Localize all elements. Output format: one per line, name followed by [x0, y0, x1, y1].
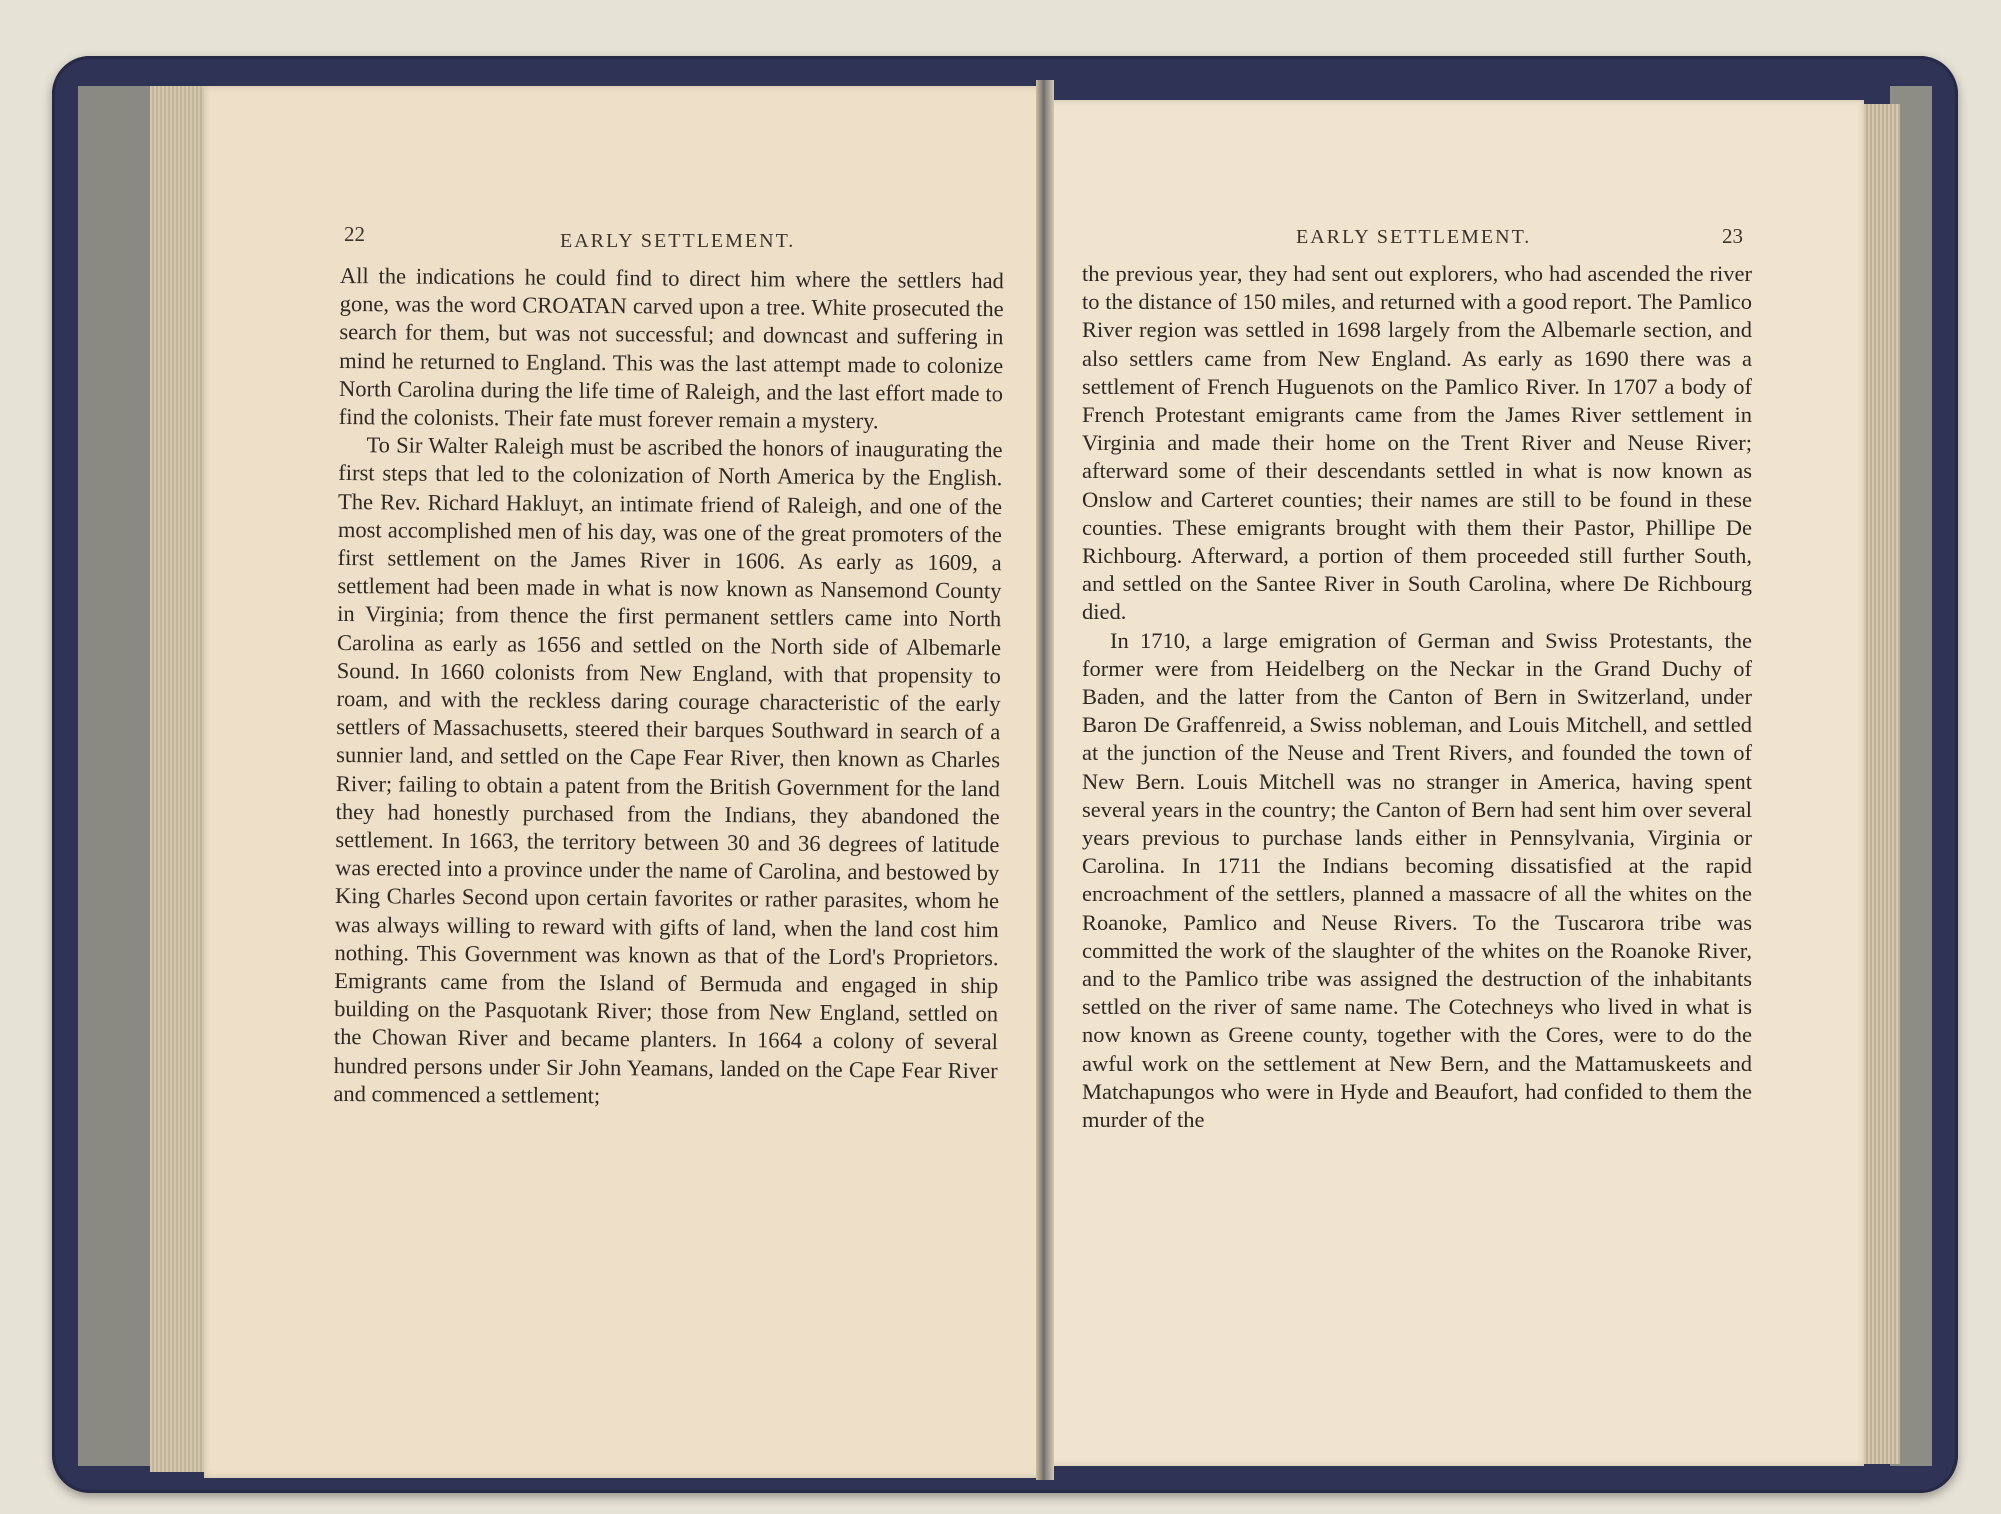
left-paragraph: To Sir Walter Raleigh must be ascribed the honors of inaugurating the first steps that led to the colonization of North America by the English. The Rev. Richard Hakluyt, an intimate friend of Raleigh, and one of the most accomplished men of his day, was one of the great promoters of the first settlement on the James River in 1606. As early as 1609, a settlement had been made in what is now known as Nansemond County in Virginia; from thence the first permanent settlers came into North Carolina as early as 1656 and settled on the North side of Albemarle Sound. In 1660 colonists from New England, with that propensity to roam, and with the reckless daring courage characteristic of the early settlers of Massachusetts, steered their barques Southward in search of a sunnier land, and settled on the Cape Fear River, then known as Charles River; failing to obtain a patent from the British Government for the land they had honestly purchased from the Indians, they abandoned the settlement. In 1663, the territory between 30 and 36 degrees of latitude was erected into a province under the name of Carolina, and bestowed by King Charles Second upon certain favorites or rather parasites, whom he was always willing to reward with gifts of land, when the land cost him nothing. This Government was known as that of the Lord's Proprietors. Emigrants came from the Island of Bermuda and engaged in ship building on the Pasquotank River; those from New England, settled on the Chowan River and became planters. In 1664 a colony of several hundred persons under Sir John Yeamans, landed on the Cape Fear River and commenced a settlement;: [333, 432, 1003, 1108]
left-running-header: EARLY SETTLEMENT.: [560, 230, 796, 252]
left-page-text: [333, 262, 1004, 1113]
book-gutter: [1036, 80, 1054, 1480]
page-stack-right: [1860, 104, 1900, 1464]
left-paragraph: All the indications he could find to direct him where the settlers had gone, was the word CROATAN carved upon a tree. White prosecuted the search for them, but was not successful; and downcast and suffering in mind he returned to England. This was the last attempt made to colonize North Carolina during the life time of Raleigh, and the last effort made to find the colonists. Their fate must forever remain a mystery.: [338, 262, 1004, 434]
right-page-text: [1082, 260, 1752, 1134]
page-stack-left: [150, 86, 210, 1472]
left-page-number: 22: [344, 222, 365, 246]
right-paragraph: In 1710, a large emigration of German and Swiss Protestants, the former were from Heidelberg on the Neckar in the Grand Duchy of Baden, and the latter from the Canton of Bern in Switzerland, under Baron De Graffenreid, a Swiss nobleman, and Louis Mitchell, and settled at the junction of the Neuse and Trent Rivers, and founded the town of New Bern. Louis Mitchell was no stranger in America, having spent several years in the country; the Canton of Bern had sent him over several years previous to purchase lands either in Pennsylvania, Virginia or Carolina. In 1711 the Indians becoming dissatisfied at the rapid encroachment of the settlers, planned a massacre of all the whites on the Roanoke, Pamlico and Neuse Rivers. To the Tuscarora tribe was committed the work of the slaughter of the whites on the Roanoke River, and to the Pamlico tribe was assigned the destruction of the inhabitants settled on the river of same name. The Cotechneys who lived in what is now known as Greene county, together with the Cores, were to do the awful work on the settlement at New Bern, and the Mattamuskeets and Matchapungos who were in Hyde and Beaufort, had confided to them the murder of the: [1082, 627, 1752, 1133]
right-running-header: EARLY SETTLEMENT.: [1296, 226, 1532, 248]
cover-edge-left: [78, 86, 158, 1466]
right-page-number: 23: [1722, 224, 1743, 248]
right-paragraph: the previous year, they had sent out explorers, who had ascended the river to the distance of 150 miles, and returned with a good report. The Pamlico River region was settled in 1698 largely from the Albemarle section, and also settlers came from New England. As early as 1690 there was a settlement of French Huguenots on the Pamlico River. In 1707 a body of French Protestant emigrants came from the James River settlement in Virginia and made their home on the Trent River and Neuse River; afterward some of their descendants settled in what is now known as Onslow and Carteret counties; their names are still to be found in these counties. These emigrants brought with them their Pastor, Phillipe De Richbourg. Afterward, a portion of them proceeded still further South, and settled on the Santee River in South Carolina, where De Richbourg died.: [1082, 261, 1752, 625]
